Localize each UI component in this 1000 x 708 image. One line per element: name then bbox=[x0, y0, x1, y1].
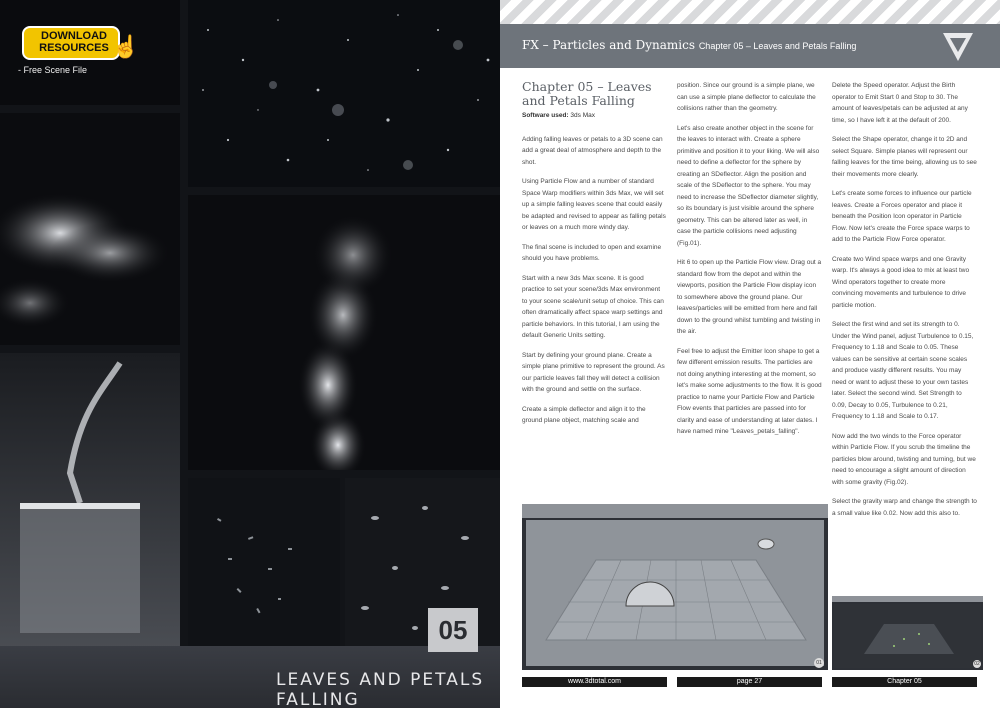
paragraph: Feel free to adjust the Emitter Icon shape to get a few different emission results. The particles are not doing anything interesting at the moment, so let's make some adjustments to the flow. It is good practice to name your Particle Flow and Particle Flow events that particles are passed into for clarity and ease of understanding at later dates. I have named mine "Leaves_petals_falling". bbox=[677, 347, 822, 435]
software-value: 3ds Max bbox=[570, 112, 595, 119]
header-section: FX – Particles and Dynamics bbox=[522, 38, 695, 52]
pointer-hand-icon: ☝ bbox=[112, 34, 140, 59]
particles-art bbox=[188, 0, 500, 187]
figure-01-screenshot bbox=[522, 504, 828, 670]
smoke-art bbox=[0, 113, 180, 345]
left-chapter-title: LEAVES AND PETALS FALLING bbox=[276, 670, 485, 708]
footer-chapter: Chapter 05 bbox=[832, 677, 977, 687]
paragraph: Select the gravity warp and change the strength to a small value like 0.02. Now add this also to. bbox=[832, 498, 977, 517]
text-column-3 bbox=[832, 80, 977, 527]
sphere-scene-art bbox=[526, 520, 824, 666]
paragraph: Using Particle Flow and a number of standard Space Warp modifiers within 3ds Max, we will set up a simple falling leaves scene that could easily be adapted and revised to appear as falling petals or leaves on a much more windy day. bbox=[522, 178, 666, 231]
paragraph: position. Since our ground is a simple plane, we can use a simple plane deflector to calculate the collisions rather than the geometry. bbox=[677, 82, 816, 112]
paragraph: Hit 6 to open up the Particle Flow view. Drag out a standard flow from the depot and within the viewports, position the Particle Flow display icon to somewhere above the ground plane. Our leaves/particles will be emitted from here and fall down to the ground whilst tumbling and twisting in the air. bbox=[677, 259, 822, 335]
paragraph: Adding falling leaves or petals to a 3D scene can add a great deal of atmosphere and depth to the shot. bbox=[522, 135, 663, 166]
software-used bbox=[522, 110, 667, 122]
paragraph: Now add the two winds to the Force operator within Particle Flow. If you scrub the timeline the particles blow around, twisting and turning, but we need to encourage a slight amount of direction with some gravity (Fig.02). bbox=[832, 432, 976, 486]
figure-01-toolbar bbox=[522, 504, 828, 518]
figure-02-toolbar bbox=[832, 596, 983, 602]
header-chapter: Chapter 05 – Leaves and Petals Falling bbox=[698, 41, 857, 51]
smoke-column-art bbox=[188, 195, 500, 470]
figure-01-viewport bbox=[526, 520, 824, 666]
right-page bbox=[500, 0, 1000, 708]
paragraph: Create a simple deflector and align it to the ground plane object, matching scale and bbox=[522, 405, 646, 424]
software-label: Software used: bbox=[522, 112, 569, 119]
paragraph: Start by defining your ground plane. Create a simple plane primitive to represent the ground. As our particle leaves fall they will detect a collision with the ground and settle on the surface. bbox=[522, 351, 665, 393]
image-panel-water-glass bbox=[0, 353, 180, 648]
water-glass-art bbox=[0, 353, 180, 648]
image-panel-smoke-left bbox=[0, 113, 180, 345]
figure-02-screenshot bbox=[832, 596, 983, 670]
paragraph: The final scene is included to open and examine should you have problems. bbox=[522, 243, 662, 262]
figure-02-number: 02 bbox=[974, 661, 980, 667]
image-panel-particles bbox=[188, 0, 500, 187]
header-stripes bbox=[500, 0, 1000, 24]
download-resources-badge[interactable] bbox=[22, 26, 120, 60]
image-panel-leaves bbox=[188, 478, 340, 648]
image-panel-smoke-column bbox=[188, 195, 500, 470]
footer-page-number: page 27 bbox=[677, 677, 822, 687]
text-column-2 bbox=[677, 80, 822, 446]
figure-01-number: 01 bbox=[814, 658, 824, 668]
particles-scene-art bbox=[834, 604, 981, 668]
figure-02-viewport bbox=[834, 604, 981, 668]
paragraph: Let's also create another object in the scene for the leaves to interact with. Create a sphere primitive and position it to your liking. We will also need to define a deflector for the sphere by creating an SDeflector. Align the position and scale of the SDeflector to the sphere. You may need to increase the SDeflector diameter slightly, so its boundary is just visible around the sphere geometry. This can be altered later as well, in case the particle collisions need adjusting (Fig.01). bbox=[677, 124, 820, 247]
paragraph: Select the Shape operator, change it to 2D and select Square. Simple planes will represent our falling leaves for the time being, allowing us to see their movements more clearly. bbox=[832, 136, 977, 178]
chapter-heading: Chapter 05 – Leaves and Petals Falling bbox=[522, 79, 652, 108]
header-title bbox=[522, 38, 856, 52]
text-column-1 bbox=[522, 80, 667, 435]
chapter-number: 05 bbox=[428, 608, 478, 652]
leaves-art bbox=[188, 478, 340, 648]
free-scene-file-link[interactable]: - Free Scene File bbox=[18, 65, 88, 75]
paragraph: Create two Wind space warps and one Gravity warp. It's always a good idea to mix at least two Wind operators together to create more convincing movements and turbulence to drive particle motion. bbox=[832, 255, 970, 309]
footer-website[interactable]: www.3dtotal.com bbox=[522, 677, 667, 687]
3dtotal-logo-icon bbox=[940, 30, 976, 64]
paragraph: Let's create some forces to influence our particle leaves. Create a Forces operator and place it beneath the Position Icon operator in Particle Flow. Now let's create the Force space warps to add to the Particle Flow Force operator. bbox=[832, 190, 972, 243]
download-resources-label: DOWNLOAD RESOURCES bbox=[39, 30, 109, 54]
paragraph: Select the first wind and set its strength to 0. Under the Wind panel, adjust Turbulence to 0.15, Frequency to 1.18 and Scale to 0.05. These values can be sensitive at certain scene scales and produce vastly different results. You may need or want to adjust these to your own tastes later. Select the second wind. Set Strength to 0.09, Decay to 0.05, Turbulence to 0.21, Frequency to 1.18 and Scale to 0.17. bbox=[832, 321, 974, 420]
paragraph: Start with a new 3ds Max scene. It is good practice to set your scene/3ds Max environment to your scene scale/unit setup of choice. This can often dramatically affect space warp settings and particle behaviors. In this tutorial, I am using the default Generic Units setting. bbox=[522, 274, 664, 339]
paragraph: Delete the Speed operator. Adjust the Birth operator to Emit Start 0 and Stop to 30. The amount of leaves/petals can be adjusted at any time, so I have left it at the default of 200. bbox=[832, 82, 968, 124]
